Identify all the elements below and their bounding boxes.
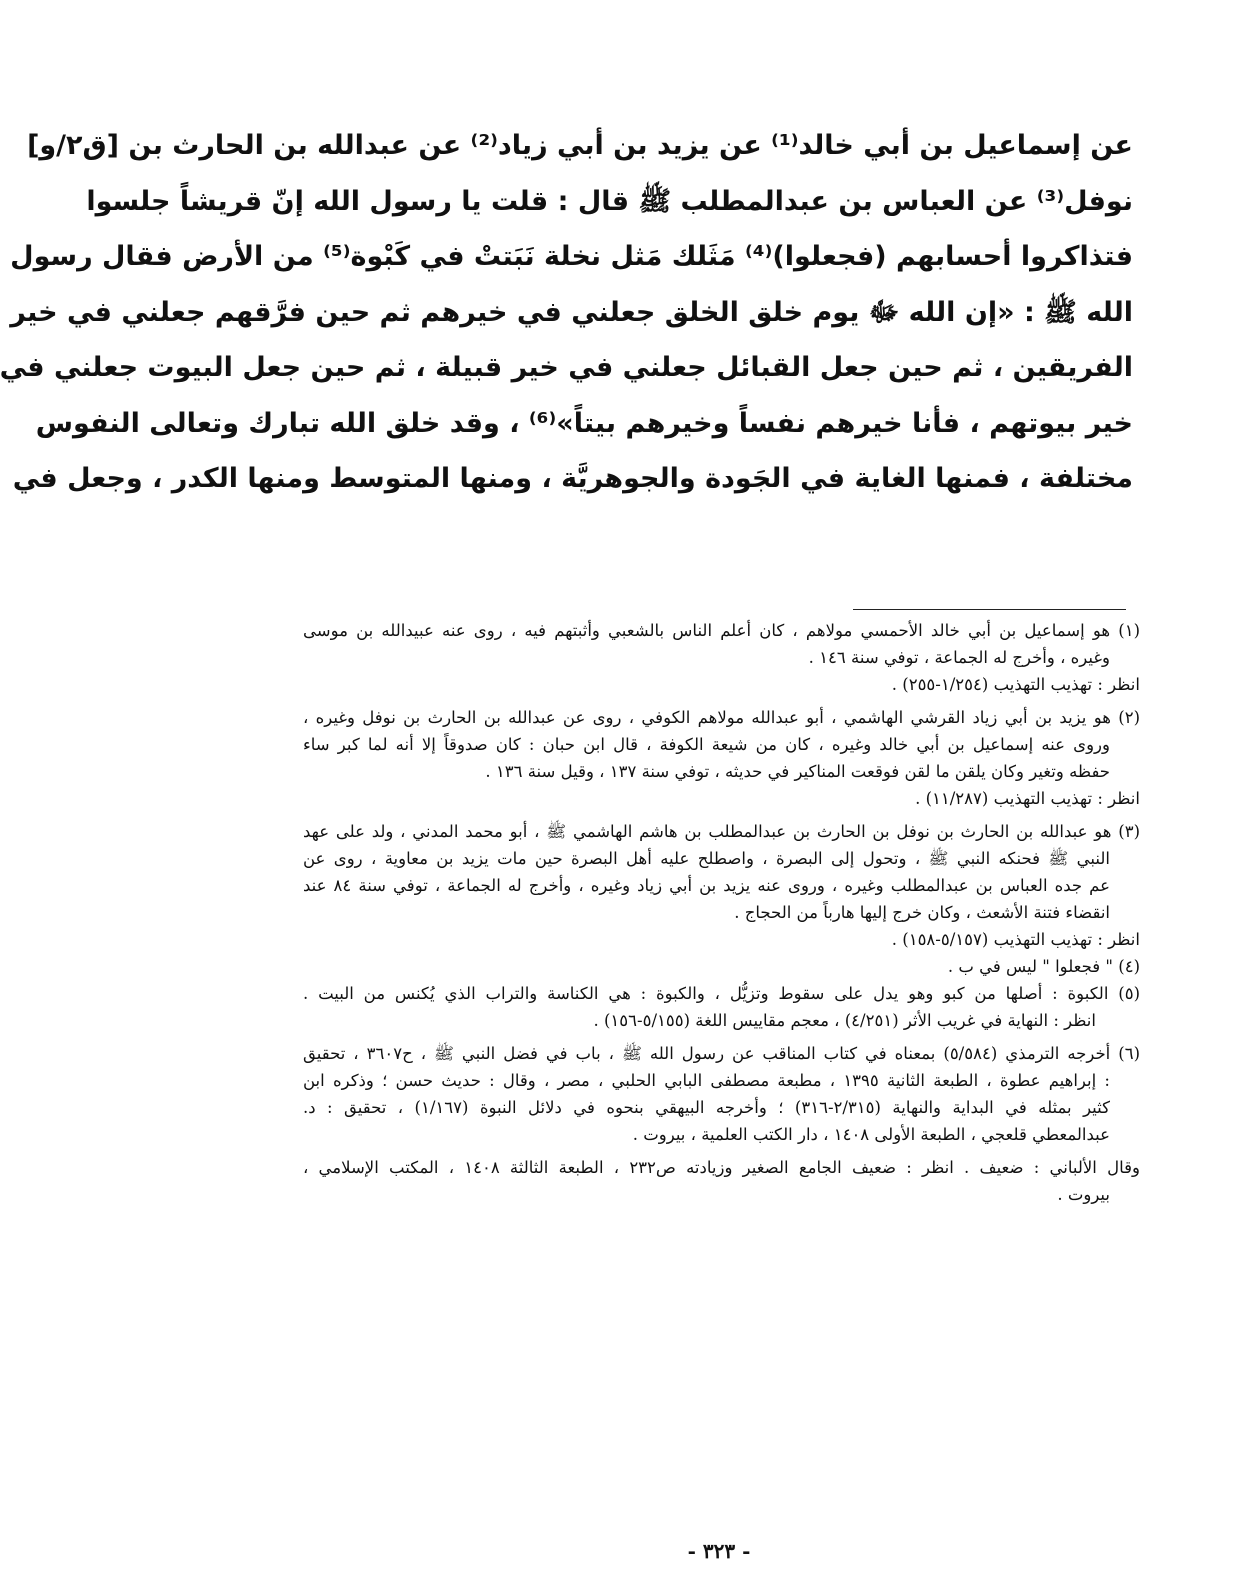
page-number: - ٣٢٣ -	[687, 1539, 751, 1563]
footnote-2-line: (٢) هو يزيد بن أبي زياد القرشي الهاشمي ، أبو عبدالله مولاهم الكوفي ، روى عن عبدالله بن الحارث بن نوفل وغيره ،	[303, 708, 1140, 727]
footnote-6-line: بيروت .	[1057, 1185, 1110, 1204]
main-text-line: خير بيوتهم ، فأنا خيرهم نفساً وخيرهم بيتاً»⁽⁶⁾ ، وقد خلق الله تبارك وتعالى النفوس	[35, 407, 1133, 439]
main-text-line: مختلفة ، فمنها الغاية في الجَودة والجوهريَّة ، ومنها المتوسط ومنها الكدر ، وجعل في	[12, 463, 1133, 494]
footnote-2-reference: انظر : تهذيب التهذيب (١١/٢٨٧) .	[915, 789, 1140, 808]
footnote-6-line: وقال الألباني : ضعيف . انظر : ضعيف الجامع الصغير وزيادته ص٢٣٢ ، الطبعة الثالثة ١٤٠٨ ، المكتب الإسلامي ،	[303, 1158, 1140, 1177]
footnote-5-line: (٥) الكبوة : أصلها من كبو وهو يدل على سقوط وتزيُّل ، والكبوة : هي الكناسة والتراب الذي يُكنس من البيت .	[303, 984, 1140, 1003]
footnote-6-line: (٦) أخرجه الترمذي (٥/٥٨٤) بمعناه في كتاب المناقب عن رسول الله ﷺ ، باب في فضل النبي ﷺ ، ح٣٦٠٧ ، تحقيق	[303, 1044, 1140, 1063]
footnote-3-reference: انظر : تهذيب التهذيب (٥/١٥٧-١٥٨) .	[891, 930, 1140, 949]
main-text-line: فتذاكروا أحسابهم (فجعلوا)⁽⁴⁾ مَثَلك مَثل نخلة نَبَتتْ في كَبْوة⁽⁵⁾ من الأرض فقال رسول	[10, 241, 1133, 272]
footnote-3-line: انقضاء فتنة الأشعث ، وكان خرج إليها هارباً من الحجاج .	[734, 903, 1110, 922]
footnote-6-line: عبدالمعطي قلعجي ، الطبعة الأولى ١٤٠٨ ، دار الكتب العلمية ، بيروت .	[632, 1125, 1110, 1144]
footnote-divider	[853, 609, 1126, 610]
footnotes-section	[303, 617, 1140, 1208]
footnote-6-line: : إبراهيم عطوة ، الطبعة الثانية ١٣٩٥ ، مطبعة مصطفى البابي الحلبي ، مصر ، وقال : حديث حسن ؛ وذكره ابن	[303, 1071, 1110, 1090]
footnote-1-line: (١) هو إسماعيل بن أبي خالد الأحمسي مولاهم ، كان أعلم الناس بالشعبي وأثبتهم فيه ، روى عنه عبيدالله بن موسى	[303, 621, 1140, 640]
main-text-line: نوفل⁽³⁾ عن العباس بن عبدالمطلب ﷺ قال : قلت يا رسول الله إنّ قريشاً جلسوا	[86, 185, 1133, 217]
footnote-3-line: النبي ﷺ فحنكه النبي ﷺ ، وتحول إلى البصرة ، واصطلح عليه أهل البصرة حين مات يزيد بن معاوية ، روى عن	[303, 849, 1110, 868]
footnote-6-line: كثير بمثله في البداية والنهاية (٢/٣١٥-٣١٦) ؛ وأخرجه البيهقي بنحوه في دلائل النبوة (١/١٦٧) ، تحقيق : د.	[303, 1098, 1110, 1117]
main-body-text	[0, 118, 1133, 507]
footnote-1-reference: انظر : تهذيب التهذيب (١/٢٥٤-٢٥٥) .	[891, 675, 1140, 694]
main-text-line: الفريقين ، ثم حين جعل القبائل جعلني في خير قبيلة ، ثم حين جعل البيوت جعلني في	[0, 352, 1133, 383]
footnote-4-line: (٤) " فجعلوا " ليس في ب .	[947, 957, 1140, 976]
footnote-3-line: عم جده العباس بن عبدالمطلب وغيره ، وروى عنه يزيد بن أبي زياد وغيره ، وأخرج له الجماعة ، توفي سنة ٨٤ عند	[303, 876, 1110, 895]
footnote-2-line: حفظه وتغير وكان يلقن ما لقن فوقعت المناكير في حديثه ، توفي سنة ١٣٧ ، وقيل سنة ١٣٦ .	[485, 762, 1110, 781]
footnote-3-line: (٣) هو عبدالله بن الحارث بن نوفل بن الحارث بن عبدالمطلب بن هاشم الهاشمي ﷺ ، أبو محمد المدني ، ولد على عهد	[303, 822, 1140, 841]
main-text-line: عن إسماعيل بن أبي خالد⁽¹⁾ عن يزيد بن أبي زياد⁽²⁾ عن عبدالله بن الحارث بن [ق٢/و]	[27, 130, 1133, 161]
footnote-2-line: وروى عنه إسماعيل بن أبي خالد وغيره ، كان من شيعة الكوفة ، قال ابن حبان : كان صدوقاً إلا أنه لما كبر ساء	[303, 735, 1110, 754]
main-text-line: الله ﷺ : «إن الله ﷻ يوم خلق الخلق جعلني في خيرهم ثم حين فرَّقهم جعلني في خير	[10, 296, 1133, 328]
footnote-5-reference: انظر : النهاية في غريب الأثر (٤/٢٥١) ، معجم مقاييس اللغة (٥/١٥٥-١٥٦) .	[593, 1011, 1096, 1030]
footnote-1-line: وغيره ، وأخرج له الجماعة ، توفي سنة ١٤٦ .	[808, 648, 1110, 667]
